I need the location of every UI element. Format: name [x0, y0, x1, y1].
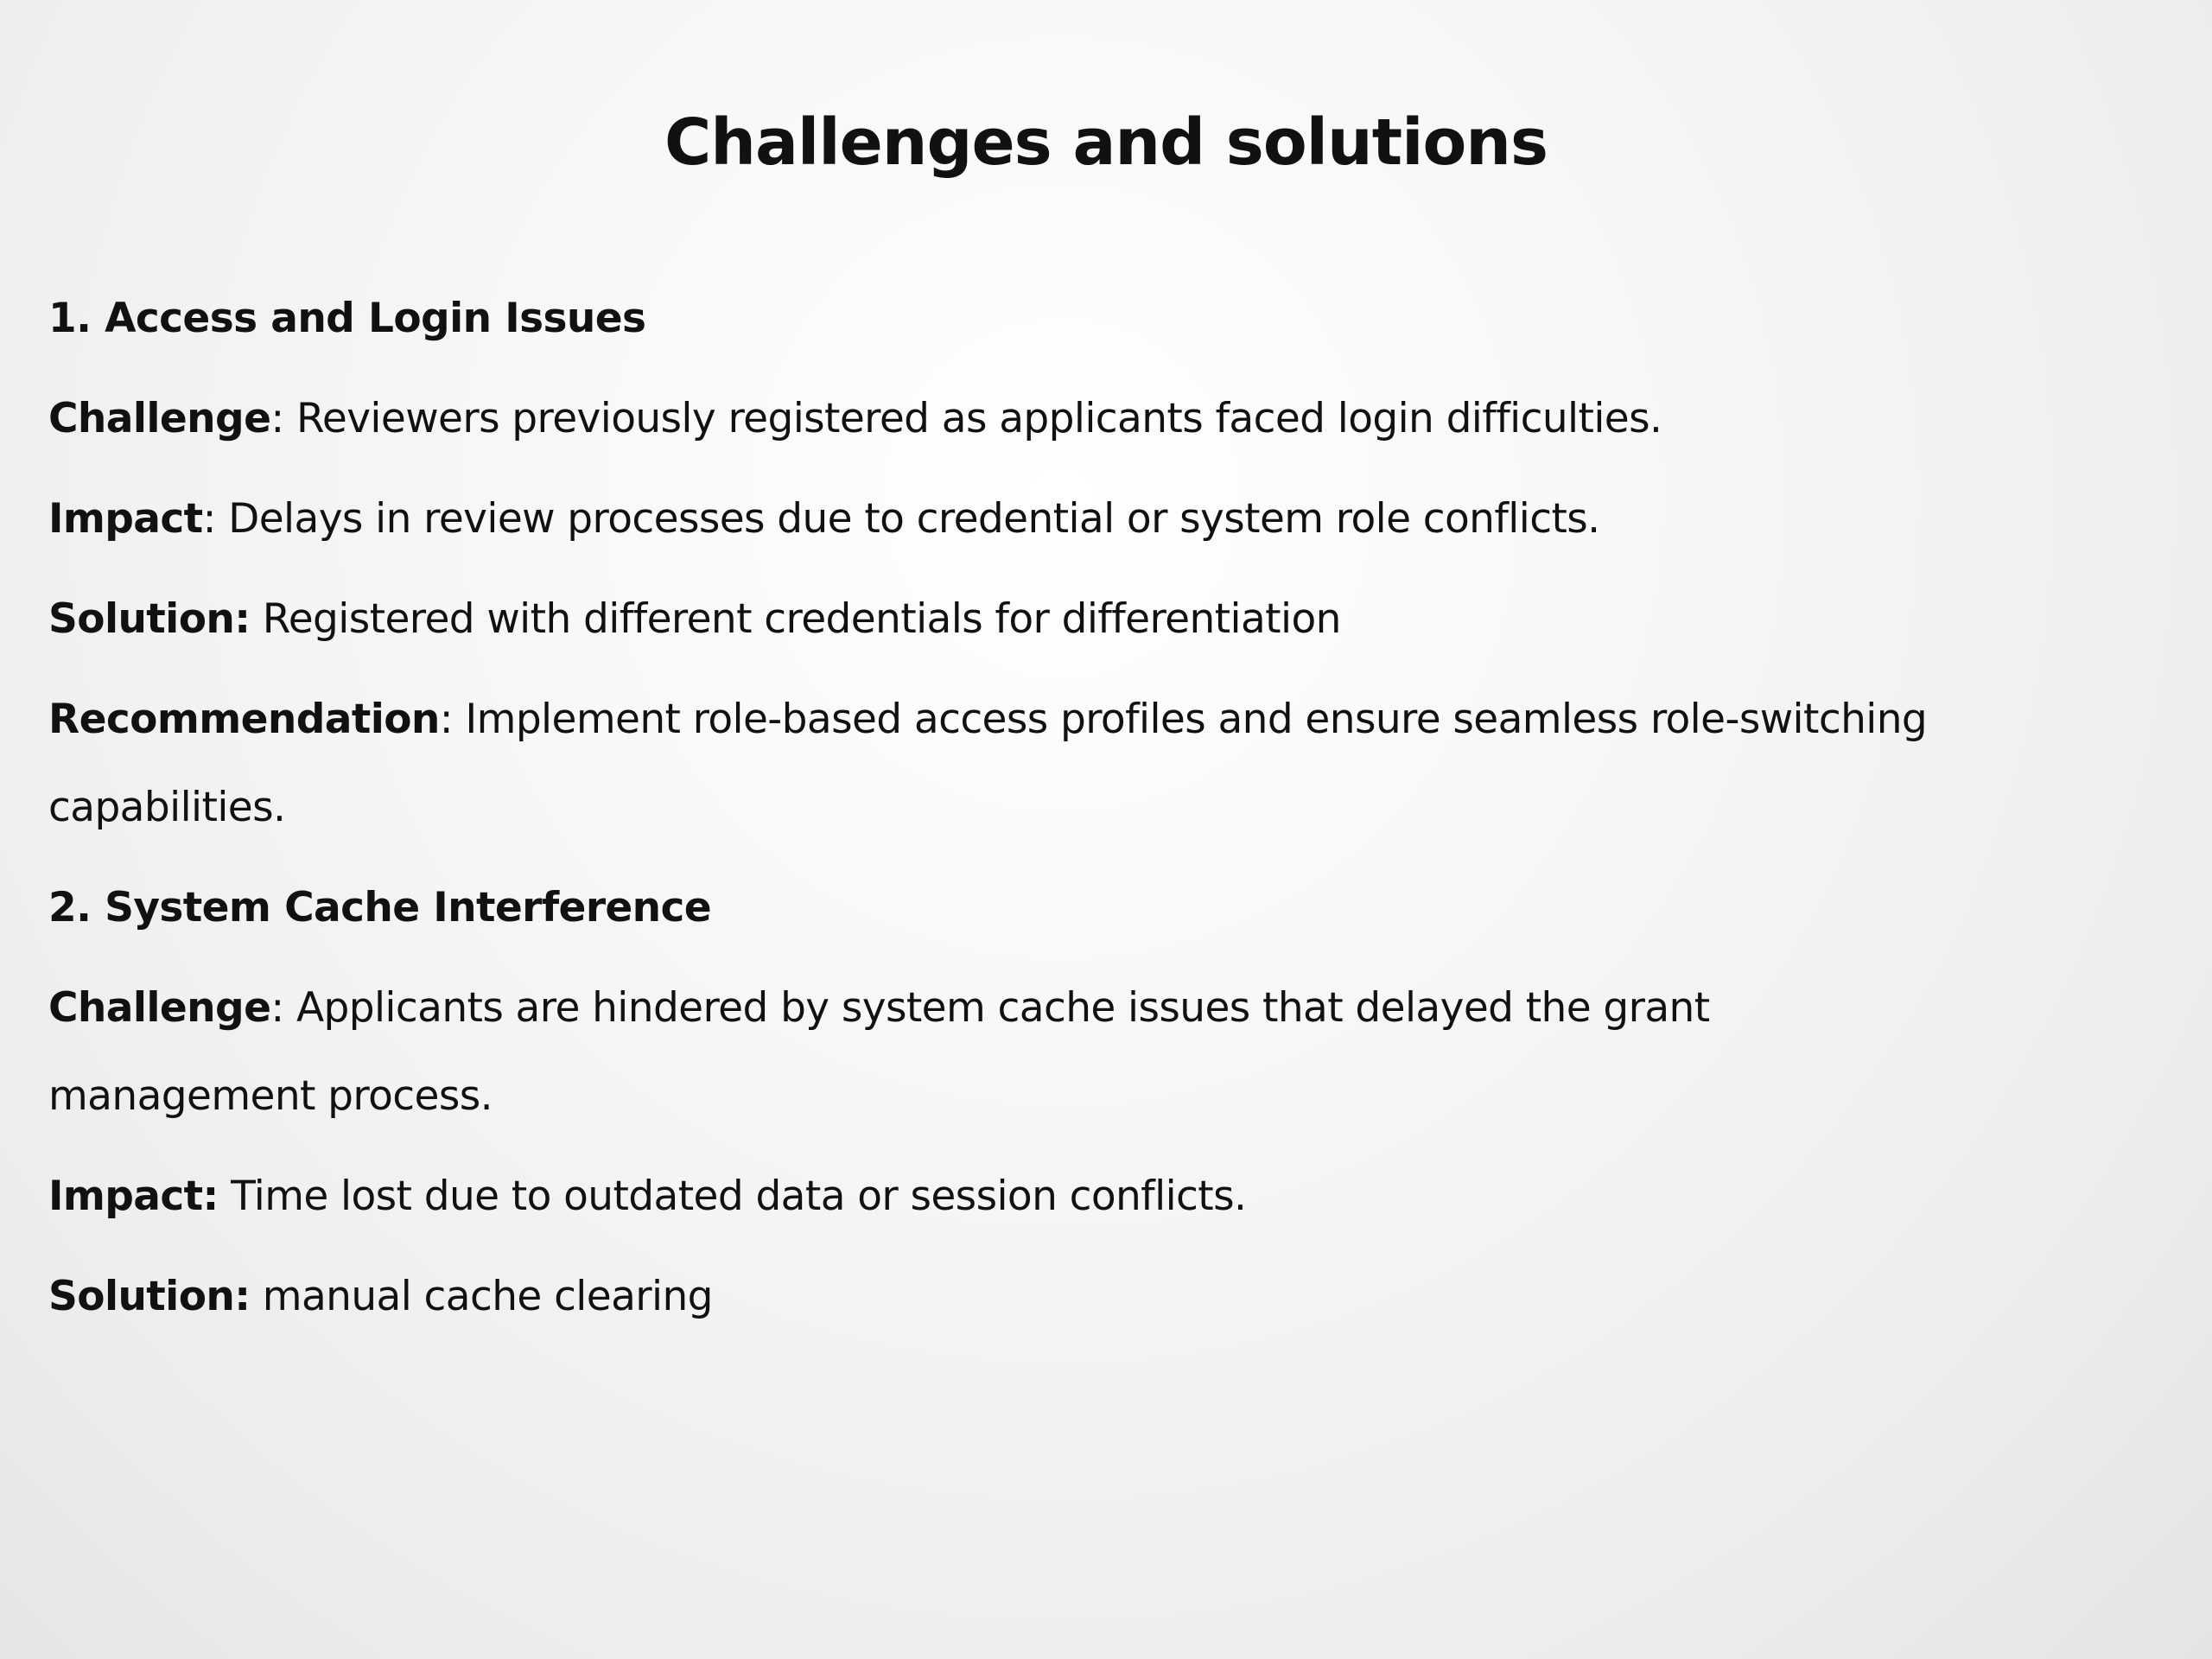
item-text: Time lost due to outdated data or session conflicts. — [231, 1173, 1247, 1220]
item-recommendation-1 — [48, 676, 1967, 852]
section-heading-access-login: 1. Access and Login Issues — [48, 295, 646, 342]
section-heading-cache: 2. System Cache Interference — [48, 884, 712, 931]
item-solution-1 — [48, 575, 2122, 676]
item-separator — [219, 1173, 231, 1220]
item-separator: : — [270, 984, 296, 1032]
item-impact-1 — [48, 475, 2122, 575]
item-label: Challenge — [48, 395, 271, 442]
item-separator: : — [270, 395, 296, 442]
slide-title: Challenges and solutions — [664, 105, 1548, 180]
item-text: Applicants are hindered by system cache issues that delayed the grant management process. — [48, 984, 1710, 1120]
item-text: manual cache clearing — [262, 1273, 713, 1320]
item-impact-2 — [48, 1153, 2122, 1253]
item-label: Recommendation — [48, 696, 440, 743]
item-separator: : — [439, 696, 466, 743]
item-label: Solution: — [48, 595, 251, 643]
item-text: Delays in review processes due to credential or system role conflicts. — [228, 495, 1600, 543]
item-challenge-2 — [48, 964, 1967, 1141]
item-label: Impact — [48, 495, 203, 543]
item-solution-2 — [48, 1253, 2122, 1353]
item-label: Impact: — [48, 1173, 219, 1220]
item-separator: : — [202, 495, 229, 543]
item-label: Solution: — [48, 1273, 251, 1320]
item-separator — [250, 1273, 262, 1320]
slide-body — [48, 275, 2122, 1353]
item-challenge-1 — [48, 375, 2122, 475]
item-label: Challenge — [48, 984, 271, 1032]
item-text: Implement role-based access profiles and ensure seamless role-switching capabilities. — [48, 696, 1928, 831]
item-separator — [250, 595, 262, 643]
item-text: Registered with different credentials for differentiation — [262, 595, 1341, 643]
item-text: Reviewers previously registered as applicants faced login difficulties. — [296, 395, 1662, 442]
